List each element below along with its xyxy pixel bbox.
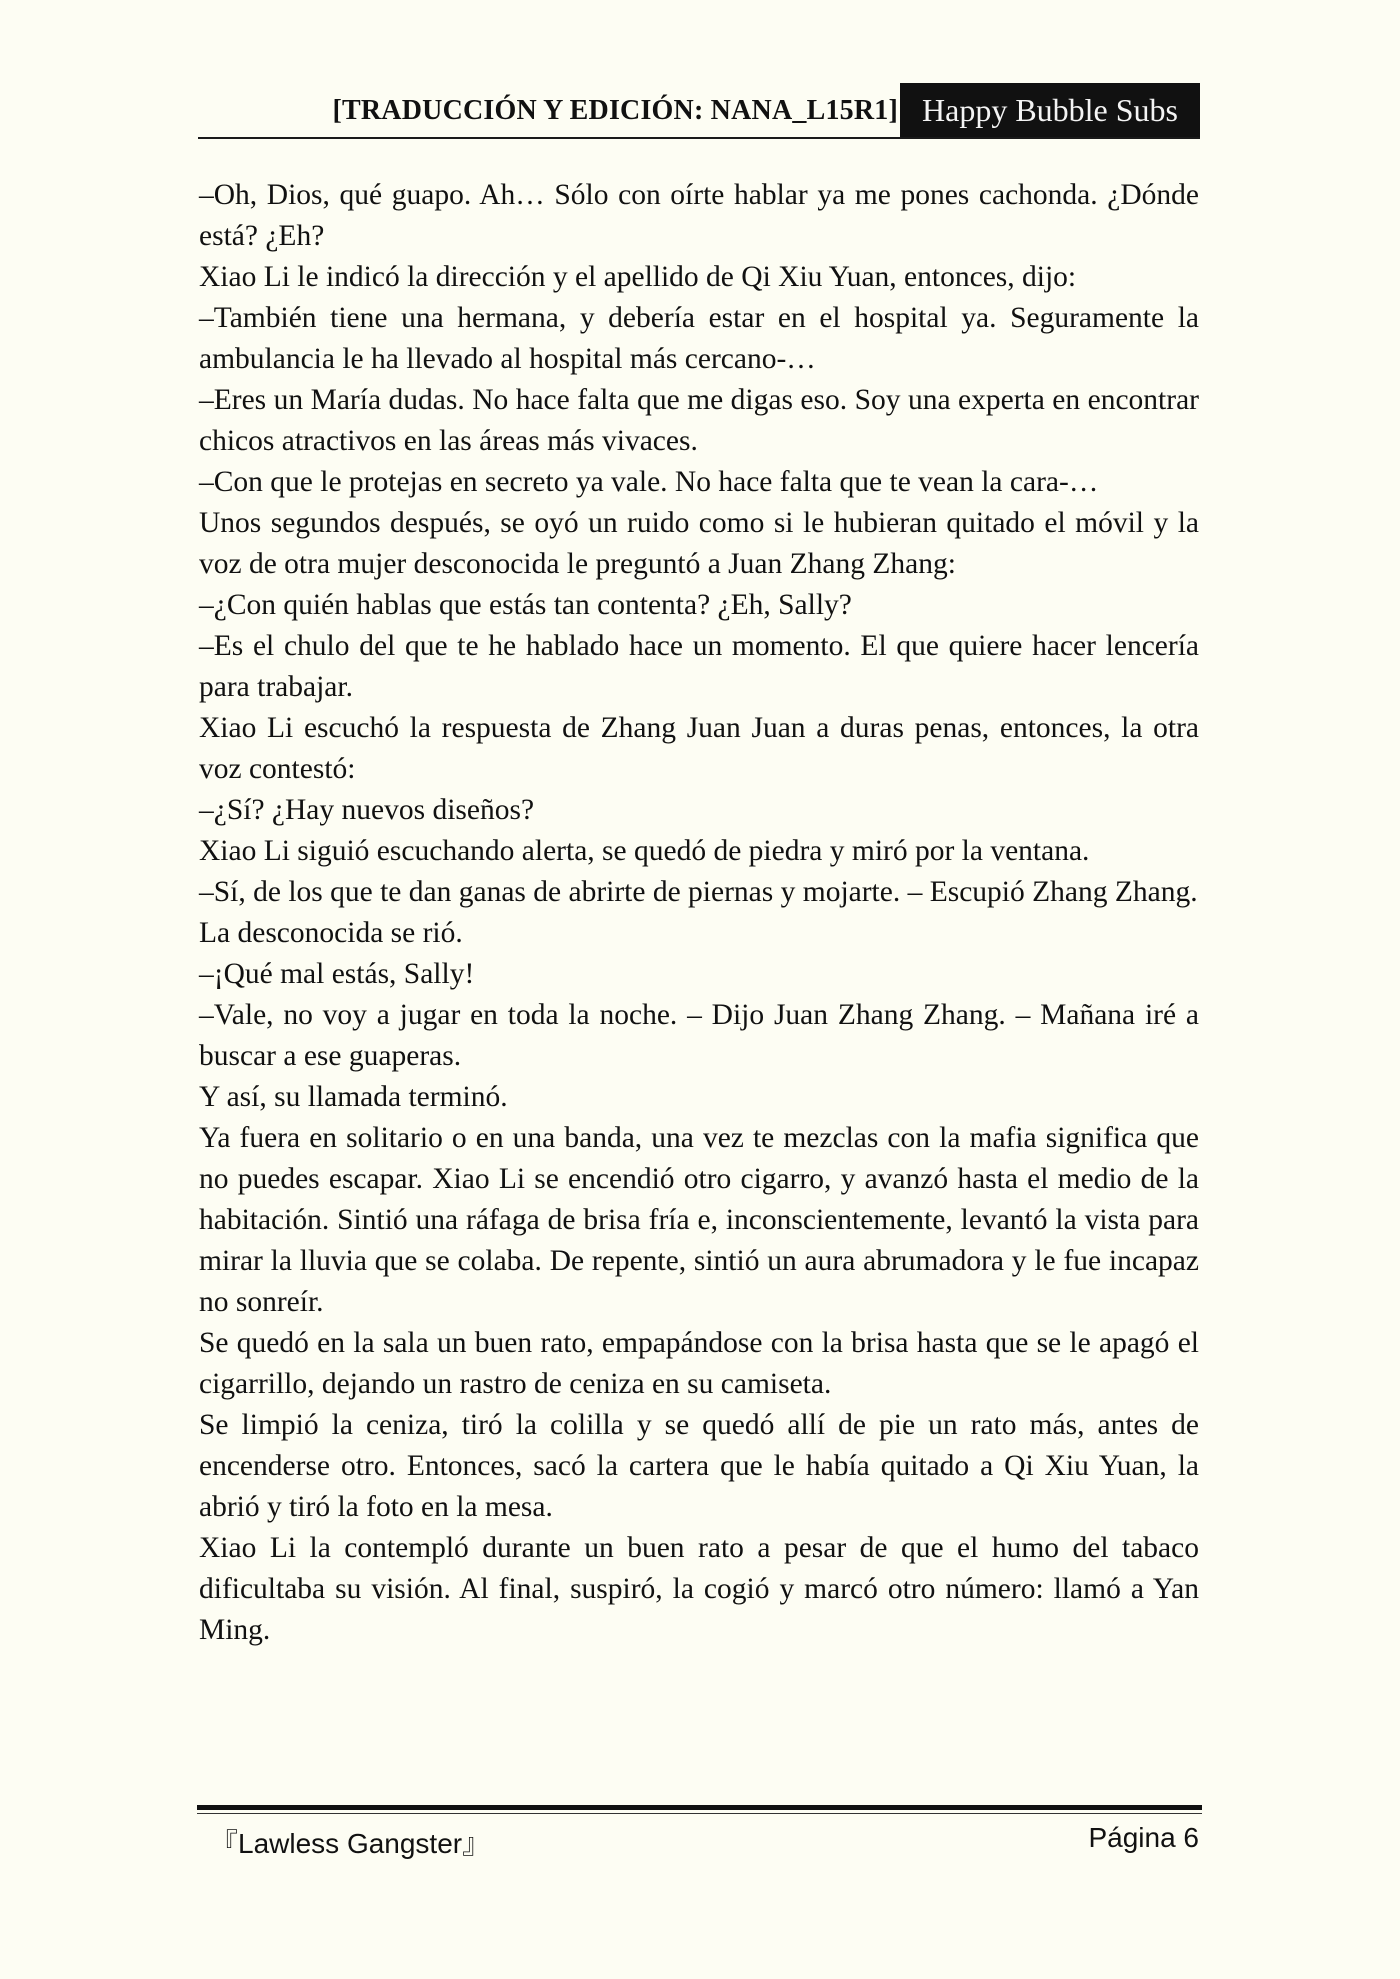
paragraph: Unos segundos después, se oyó un ruido como si le hubieran quitado el móvil y la voz de otra mujer desconocida le preguntó a Juan Zhang Zhang: <box>199 507 1199 580</box>
book-title: 『Lawless Gangster』 <box>210 1828 491 1859</box>
paragraph: Y así, su llamada terminó. <box>199 1081 508 1113</box>
paragraph: –Es el chulo del que te he hablado hace un momento. El que quiere hacer lencería para trabajar. <box>199 630 1199 703</box>
paragraph: Xiao Li la contempló durante un buen rato a pesar de que el humo del tabaco dificultaba su visión. Al final, suspiró, la cogió y marcó otro número: llamó a Yan Ming. <box>199 1532 1199 1646</box>
paragraph: Xiao Li siguió escuchando alerta, se quedó de piedra y miró por la ventana. <box>199 835 1090 867</box>
paragraph: Se quedó en la sala un buen rato, empapándose con la brisa hasta que se le apagó el cigarrillo, dejando un rastro de ceniza en su camiseta. <box>199 1327 1199 1400</box>
footer-divider-thin <box>197 1813 1202 1814</box>
page-header <box>198 83 1200 139</box>
paragraph: Xiao Li le indicó la dirección y el apellido de Qi Xiu Yuan, entonces, dijo: <box>199 261 1077 293</box>
footer-divider <box>197 1805 1202 1810</box>
paragraph: Se limpió la ceniza, tiró la colilla y se quedó allí de pie un rato más, antes de encenderse otro. Entonces, sacó la cartera que le había quitado a Qi Xiu Yuan, la abrió y tiró la foto en la mesa. <box>199 1409 1199 1523</box>
paragraph: –¿Sí? ¿Hay nuevos diseños? <box>199 794 535 826</box>
group-name-badge: Happy Bubble Subs <box>900 83 1200 137</box>
body-text <box>199 175 1199 1651</box>
paragraph: Xiao Li escuchó la respuesta de Zhang Juan Juan a duras penas, entonces, la otra voz contestó: <box>199 712 1199 785</box>
paragraph: –Oh, Dios, qué guapo. Ah… Sólo con oírte hablar ya me pones cachonda. ¿Dónde está? ¿Eh? <box>199 179 1199 252</box>
paragraph: La desconocida se rió. <box>199 917 463 949</box>
translation-credit: [TRADUCCIÓN Y EDICIÓN: NANA_L15R1] <box>332 95 898 126</box>
page-number: Página 6 <box>1088 1822 1199 1853</box>
paragraph: –También tiene una hermana, y debería estar en el hospital ya. Seguramente la ambulancia le ha llevado al hospital más cercano-… <box>199 302 1199 375</box>
paragraph: –Sí, de los que te dan ganas de abrirte de piernas y mojarte. – Escupió Zhang Zhang. <box>199 876 1198 908</box>
paragraph: Ya fuera en solitario o en una banda, una vez te mezclas con la mafia significa que no puedes escapar. Xiao Li se encendió otro cigarro, y avanzó hasta el medio de la habitación. Sintió una ráfaga de brisa fría e, inconscientemente, levantó la vista para mirar la lluvia que se colaba. De repente, sintió un aura abrumadora y le fue incapaz no sonreír. <box>199 1122 1199 1318</box>
paragraph: –Vale, no voy a jugar en toda la noche. – Dijo Juan Zhang Zhang. – Mañana iré a buscar a ese guaperas. <box>199 999 1199 1072</box>
paragraph: –Con que le protejas en secreto ya vale. No hace falta que te vean la cara-… <box>199 466 1099 498</box>
paragraph: –¿Con quién hablas que estás tan contenta? ¿Eh, Sally? <box>199 589 852 621</box>
paragraph: –Eres un María dudas. No hace falta que me digas eso. Soy una experta en encontrar chicos atractivos en las áreas más vivaces. <box>199 384 1199 457</box>
paragraph: –¡Qué mal estás, Sally! <box>199 958 475 990</box>
